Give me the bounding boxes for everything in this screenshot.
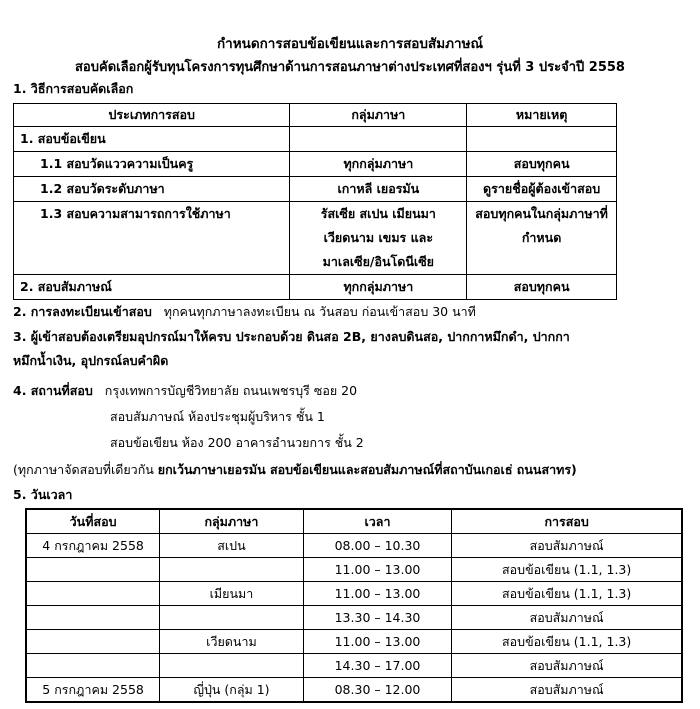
exam-activity: สอบสัมภาษณ์: [452, 678, 682, 703]
table-row: [26, 534, 682, 558]
language-group: ญี่ปุ่น (กลุ่ม 1): [160, 678, 304, 703]
language-group: เมียนมา: [160, 582, 304, 606]
document-title: กำหนดการสอบข้อเขียนและการสอบสัมภาษณ์: [216, 36, 484, 52]
interview-room: สอบสัมภาษณ์ ห้องประชุมผู้บริหาร ชั้น 1: [110, 409, 325, 424]
language-line: รัสเซีย สเปน เมียนมา: [320, 206, 436, 221]
section-3-line-1: 3. ผู้เข้าสอบต้องเตรียมอุปกรณ์มาให้ครบ ประกอบด้วย ดินสอ 2B, ยางลบดินสอ, ปากกาหมึกดำ, ปากกา: [13, 329, 570, 344]
exam-type: 1.3 สอบความสามารถการใช้ภาษา: [14, 202, 290, 275]
table-row: [14, 152, 617, 177]
table-row: [26, 606, 682, 630]
exam-time: 08.30 – 12.00: [303, 678, 452, 703]
exam-type: 1.1 สอบวัดแววความเป็นครู: [14, 152, 290, 177]
section-1-heading: 1. วิธีการสอบคัดเลือก: [13, 81, 134, 96]
language-group: ทุกกลุ่มภาษา: [290, 152, 467, 177]
table-row: [26, 558, 682, 582]
section-2-heading: 2. การลงทะเบียนเข้าสอบ: [13, 304, 152, 319]
exam-date: 5 กรกฎาคม 2558: [26, 678, 160, 703]
exam-group-label: 1. สอบข้อเขียน: [14, 127, 290, 152]
table-row: [14, 177, 617, 202]
table-row: [26, 654, 682, 678]
exam-time: 08.00 – 10.30: [303, 534, 452, 558]
language-group: เวียดนาม: [160, 630, 304, 654]
exam-activity: สอบสัมภาษณ์: [452, 534, 682, 558]
column-header: เวลา: [303, 509, 452, 534]
exam-date: 4 กรกฎาคม 2558: [26, 534, 160, 558]
language-group: [290, 202, 467, 275]
venue-note-bold: ยกเว้นภาษาเยอรมัน สอบข้อเขียนและสอบสัมภาษณ์ที่สถาบันเกอเธ่ ถนนสาทร): [157, 462, 577, 477]
column-header: ประเภทการสอบ: [14, 104, 290, 127]
language-line: เวียดนาม เขมร และ: [323, 230, 434, 245]
section-4-heading: 4. สถานที่สอบ: [13, 383, 93, 398]
exam-time: 11.00 – 13.00: [303, 558, 452, 582]
column-header: กลุ่มภาษา: [160, 509, 304, 534]
language-line: มาเลเซีย/อินโดนีเซีย: [322, 254, 435, 269]
remark: สอบทุกคน: [467, 152, 617, 177]
table-header-row: [26, 509, 682, 534]
section-3-line-2: หมึกน้ำเงิน, อุปกรณ์ลบคำผิด: [13, 353, 169, 368]
exam-group-label: 2. สอบสัมภาษณ์: [14, 275, 290, 300]
exam-time: 14.30 – 17.00: [303, 654, 452, 678]
table-row: [14, 127, 617, 152]
exam-activity: สอบข้อเขียน (1.1, 1.3): [452, 630, 682, 654]
exam-time: 13.30 – 14.30: [303, 606, 452, 630]
exam-date: [26, 654, 160, 678]
section-5-heading: 5. วันเวลา: [13, 487, 73, 502]
written-exam-room: สอบข้อเขียน ห้อง 200 อาคารอำนวยการ ชั้น 2: [110, 435, 364, 450]
table-row: [14, 202, 617, 275]
remark: [467, 202, 617, 275]
table-row: [26, 630, 682, 654]
table-header-row: [14, 104, 617, 127]
exam-schedule-table: [25, 508, 683, 703]
language-group: [160, 654, 304, 678]
exam-date: [26, 630, 160, 654]
language-group: ทุกกลุ่มภาษา: [290, 275, 467, 300]
venue-note: [13, 460, 577, 480]
language-group: สเปน: [160, 534, 304, 558]
exam-activity: สอบข้อเขียน (1.1, 1.3): [452, 558, 682, 582]
exam-date: [26, 558, 160, 582]
exam-time: 11.00 – 13.00: [303, 582, 452, 606]
document-subtitle: สอบคัดเลือกผู้รับทุนโครงการทุนศึกษาด้านการสอนภาษาต่างประเทศที่สองฯ รุ่นที่ 3 ประจำปี 2558: [75, 60, 625, 75]
language-group: [160, 606, 304, 630]
section-2: [13, 302, 476, 322]
remark-line: สอบทุกคนในกลุ่มภาษาที่: [475, 206, 608, 221]
section-2-text: ทุกคนทุกภาษาลงทะเบียน ณ วันสอบ ก่อนเข้าสอบ 30 นาที: [163, 304, 476, 319]
language-group: เกาหลี เยอรมัน: [290, 177, 467, 202]
remark-line: กำหนด: [521, 230, 562, 245]
table-row: [14, 275, 617, 300]
exam-venue: กรุงเทพการบัญชีวิทยาลัย ถนนเพชรบุรี ซอย 20: [104, 383, 358, 398]
language-group: [160, 558, 304, 582]
exam-method-table: [13, 103, 617, 300]
exam-activity: สอบสัมภาษณ์: [452, 606, 682, 630]
table-row: [26, 678, 682, 703]
remark: สอบทุกคน: [467, 275, 617, 300]
venue-note-normal: (ทุกภาษาจัดสอบที่เดียวกัน: [13, 462, 158, 477]
section-4: [13, 381, 357, 401]
exam-date: [26, 606, 160, 630]
exam-time: 11.00 – 13.00: [303, 630, 452, 654]
remark: ดูรายชื่อผู้ต้องเข้าสอบ: [467, 177, 617, 202]
exam-activity: สอบข้อเขียน (1.1, 1.3): [452, 582, 682, 606]
column-header: วันที่สอบ: [26, 509, 160, 534]
column-header: การสอบ: [452, 509, 682, 534]
exam-activity: สอบสัมภาษณ์: [452, 654, 682, 678]
column-header: หมายเหตุ: [467, 104, 617, 127]
exam-type: 1.2 สอบวัดระดับภาษา: [14, 177, 290, 202]
table-row: [26, 582, 682, 606]
exam-date: [26, 582, 160, 606]
column-header: กลุ่มภาษา: [290, 104, 467, 127]
